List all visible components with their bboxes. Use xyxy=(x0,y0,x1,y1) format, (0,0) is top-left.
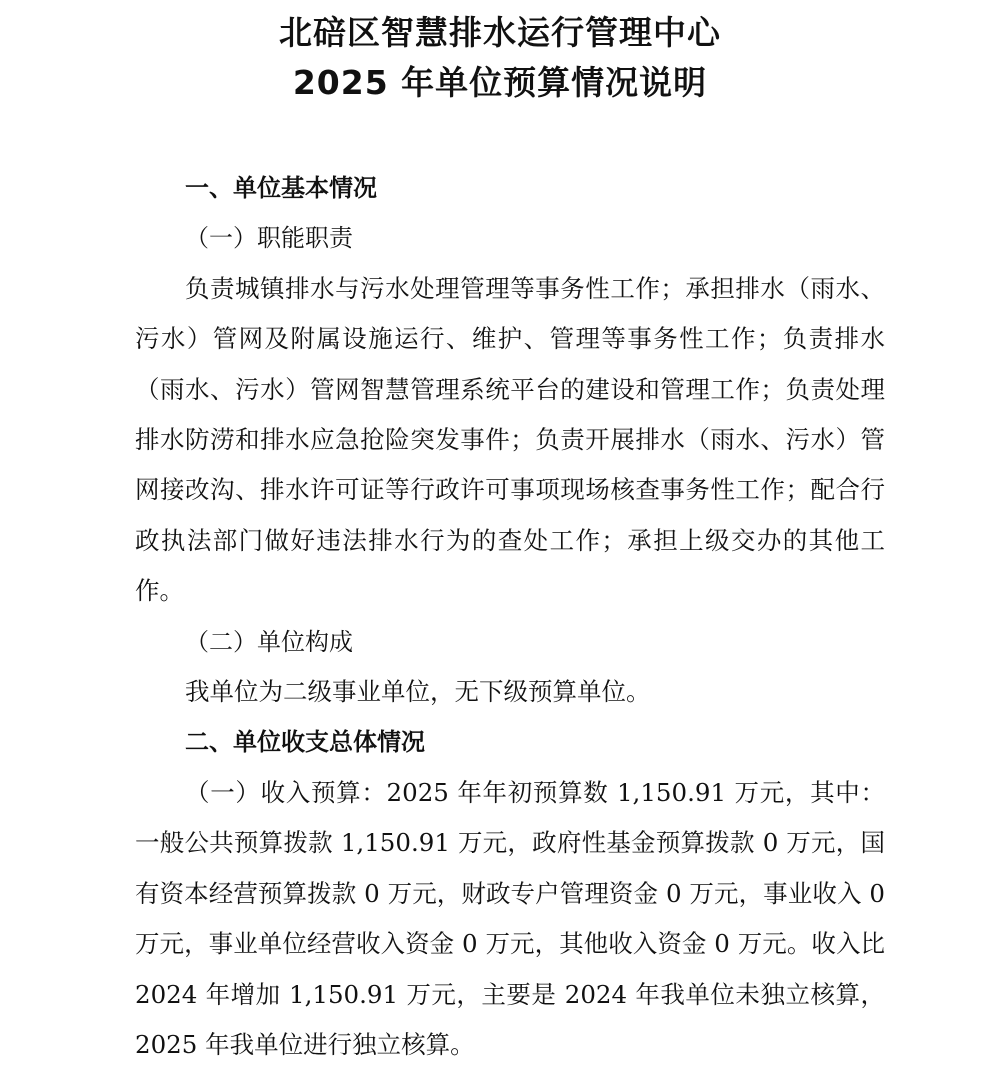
document-title-line-2: 2025 年单位预算情况说明 xyxy=(292,63,708,102)
section-1-sub-2-paragraph: 我单位为二级事业单位，无下级预算单位。 xyxy=(185,677,651,707)
section-2-heading: 二、单位收支总体情况 xyxy=(185,728,425,757)
document-title-line-1: 北碚区智慧排水运行管理中心 xyxy=(279,13,721,52)
section-1-sub-1-paragraph: 负责城镇排水与污水处理管理等事务性工作；承担排水（雨水、污水）管网及附属设施运行、维护、管理等事务性工作；负责排水（雨水、污水）管网智慧管理系统平台的建设和管理工作；负责处理排水防涝和排水应急抢险突发事件；负责开展排水（雨水、污水）管网接改沟、排水许可证等行政许可事项现场核查事务性工作；配合行政执法部门做好违法排水行为的查处工作；承担上级交办的其他工作。 xyxy=(135,273,885,606)
section-1-sub-2-heading: （二）单位构成 xyxy=(185,627,353,656)
section-1-sub-1-heading: （一）职能职责 xyxy=(185,224,353,253)
document-body xyxy=(135,163,885,1070)
section-1-heading: 一、单位基本情况 xyxy=(185,174,377,202)
section-2-sub-1-paragraph: （一）收入预算：2025 年年初预算数 1,150.91 万元，其中：一般公共预算拨款 1,150.91 万元，政府性基金预算拨款 0 万元，国有资本经营预算拨款 0 万元，财政专户管理资金 0 万元，事业收入 0 万元，事业单位经营收入资金 0 万元，其他收入资金 0 万元。收入比 2024 年增加 1,150.91 万元，主要是 2024 年我单位未独立核算，2025 年我单位进行独立核算。 xyxy=(135,777,885,1059)
